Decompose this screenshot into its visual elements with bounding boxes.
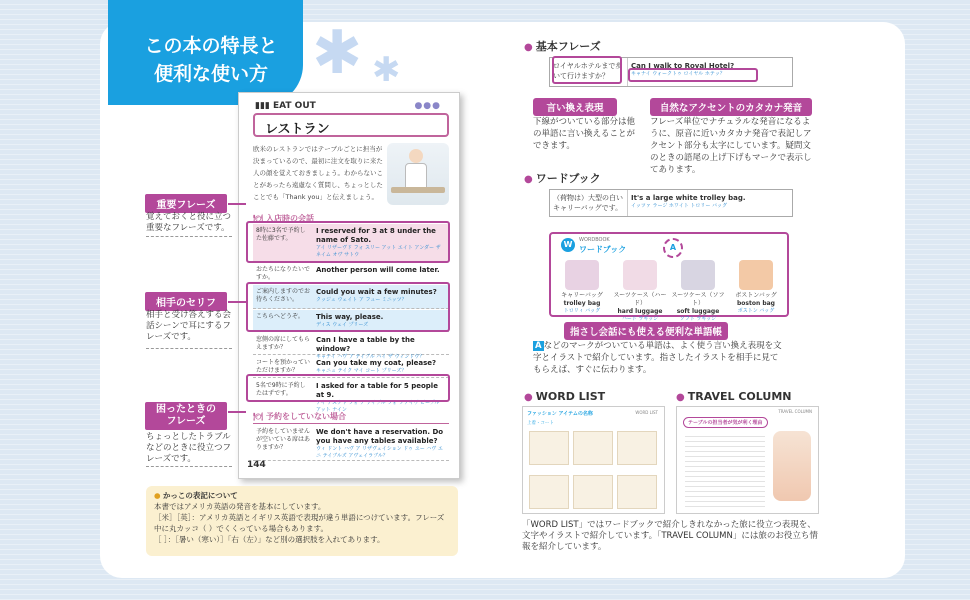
divider	[146, 348, 232, 349]
intro-text: 欧米のレストランではテーブルごとに担当が決まっているので、最初に注文を取りに来た人の顔を覚えておきましょう。わからないことがあったら遠慮なく質問し、ちょっとしたことでも「Thank you」と伝えましょう。	[253, 145, 383, 201]
phrase-row: 8時に3名で予約した佐藤です。 I reserved for 3 at 8 under the name of Sato. アイ リザーヴド フォ スリー アット エイト アンダー ザ ネイム オヴ サトウ	[253, 224, 449, 262]
travel-column-thumbnail: テーブルの担当者が気が利く理由 TRAVEL COLUMN	[676, 406, 819, 514]
wordbook-title: ワードブック	[579, 245, 627, 254]
important-phrase-highlight	[246, 221, 450, 263]
trolley-bag-icon	[565, 260, 599, 290]
trouble-phrase-label: 困ったときの フレーズ	[145, 402, 227, 430]
boston-bag-icon	[739, 260, 773, 290]
important-phrase-label: 重要フレーズ	[145, 194, 227, 213]
connector-line	[228, 301, 246, 303]
trouble-phrase-highlight	[246, 374, 450, 402]
travel-column-heading: ● TRAVEL COLUMN	[676, 390, 792, 403]
reply-highlight	[246, 282, 450, 332]
important-phrase-text: 覚えておくと役に立つ重要なフレーズです。	[146, 212, 232, 233]
phrase-row: コートを預かっていただけますか？ Can you take my coat, please? キャニュ テイク マイ コート プリーズ？	[253, 356, 449, 378]
hard-luggage-icon	[623, 260, 657, 290]
paraphrase-pill: 言い換え表現	[533, 98, 617, 116]
wordbook-example: （荷物は）大型の白いキャリーバッグです。 It's a large white trolley bag. イッツァ ラージ ホワイト トロリー バッグ	[549, 189, 793, 217]
page-number: 144	[247, 460, 266, 470]
section-heading-entering: 🍽 入店時の会話	[253, 213, 449, 226]
wordbook-heading: ● ワードブック	[524, 172, 601, 185]
reply-text: 相手と受け答えする会話シーンで耳にするフレーズです。	[146, 310, 232, 342]
phrase-row: ご案内しますのでお待ちください。 Could you wait a few minutes? クッジュ ウェイト ア フュー ミニッツ？	[253, 285, 449, 309]
phrase-row: 窓側の席にしてもらえますか？ Can I have a table by the window? キャナイ ハヴ ア テイブル バイ ザ ウィンドウ？	[253, 333, 449, 355]
phrase-row: 5名で9時に予約したはずです。 I asked for a table for 5 people at 9. アイ アスクト フォ ア テイブル フォ ファイヴ ピープル アット ナイン	[253, 379, 449, 401]
word-list-heading: ● WORD LIST	[524, 390, 606, 403]
section-heading-no-reservation: 🍽 予約をしていない場合	[253, 411, 449, 424]
phrase-row: 予約をしていませんが空いている席はありますか？ We don't have a reservation. Do you have any tables available? ウィ ドント ハヴ ア リザヴェイション ドゥ ユー ハヴ エニ テイブルズ アヴェイラブル？	[253, 425, 449, 461]
flower-decoration: ✱	[312, 18, 363, 88]
wordbook-box	[549, 232, 789, 322]
wordbook-text: A などのマークがついている単語は、よく使う言い換え表現を文字とイラストで紹介しています。指さしたイラストを相手に見てもらえば、すぐに伝わります。	[533, 341, 782, 375]
basic-phrase-heading: ● 基本フレーズ	[524, 40, 601, 53]
phrase-row: こちらへどうぞ。 This way, please. ディス ウェイ プリーズ	[253, 310, 449, 332]
katakana-highlight	[628, 68, 758, 82]
footer-description: 「WORD LIST」ではワードブックで紹介しきれなかった旅に役立つ表現を、文字やイラストで紹介しています。「TRAVEL COLUMN」には旅のお役立ち情報を紹介しています。	[522, 520, 818, 552]
paraphrase-text: 下線がついている部分は他の単語に言い換えることができます。	[533, 117, 636, 151]
soft-luggage-icon	[681, 260, 715, 290]
katakana-text: フレーズ単位でナチュラルな発音になるように、原音に近いカタカナ発音で表記しアクセント部分も太字にしています。疑問文のときの語尾の上げ下げもマークで表示してあります。	[650, 117, 812, 175]
dot-decoration: ●●●	[414, 101, 441, 111]
wordbook-item: スーツケース（ハード） hard luggage ハード ラギッジ	[613, 260, 667, 323]
category-label: ▮▮▮ EAT OUT	[255, 101, 316, 111]
wordbook-item: スーツケース（ソフト） soft luggage ソフト ラギッジ	[671, 260, 725, 323]
wordbook-item: ボストンバッグ boston bag ボストン バッグ	[729, 260, 783, 315]
book-page-title: レストラン	[253, 113, 449, 137]
word-list-thumbnail: ファッション アイテムの名称 WORD LIST 上着・コート	[522, 406, 665, 514]
connector-line	[228, 411, 246, 413]
notation-note: ● かっこの表記について 本書ではアメリカ英語の発音を基本にしています。 ［米］［英］：アメリカ英語とイギリス英語で表現が違う単語につけています。フレーズ中に丸カッコ（ ）でくくっている場合もあります。 ［ ］：［暑い（寒い）］「右（左）」など別の選択肢を入れてあります。	[146, 486, 458, 556]
basic-phrase-example: ロイヤルホテルまで歩いて行けますか？ Can I walk to Royal Hotel? キャナイ ウォークトゥ ロイヤル ホテッ？	[549, 57, 793, 87]
trouble-phrase-text: ちょっとしたトラブルなどのときに役立つフレーズです。	[146, 432, 232, 464]
wordbook-subtitle: WORDBOOK	[579, 237, 610, 243]
wordbook-icon: W	[561, 238, 575, 252]
a-badge: A	[663, 238, 683, 258]
phrase-row: おたちになりたいですか。 Another person will come later.	[253, 263, 449, 284]
wordbook-item: キャリーバッグ trolley bag トロリィ バッグ	[555, 260, 609, 315]
waiter-illustration	[773, 431, 811, 501]
connector-line	[228, 203, 246, 205]
restaurant-illustration	[387, 143, 449, 205]
pointing-wordbook-pill: 指さし会話にも使える便利な単語帳	[564, 322, 728, 340]
page-title: この本の特長と 便利な使い方	[144, 35, 278, 85]
divider	[146, 236, 232, 237]
divider	[146, 466, 232, 467]
flower-decoration-small: ✱	[372, 50, 401, 90]
katakana-pill: 自然なアクセントのカタカナ発音	[650, 98, 812, 116]
paraphrase-highlight	[552, 56, 622, 84]
reply-label: 相手のセリフ	[145, 292, 227, 311]
